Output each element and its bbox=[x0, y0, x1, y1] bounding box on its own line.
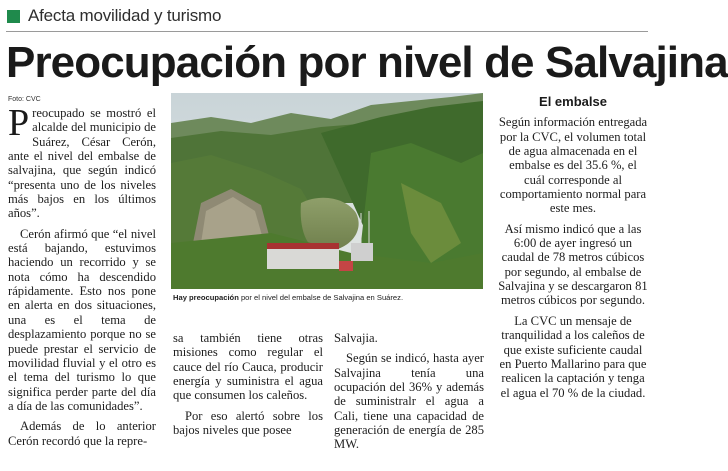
lead-text: reocupado se mostró el alcalde del municipio de Suárez, César Cerón, ante el nivel del embalse de salvajina, que según indicó “presenta uno de los niveles más bajos en los últimos años”. bbox=[8, 106, 156, 221]
caption-bold: Hay preocupación bbox=[173, 293, 239, 302]
col3-paragraph-1: Salvajia. bbox=[334, 331, 378, 345]
sidebar-box bbox=[498, 95, 648, 400]
col2-paragraph-2: Por eso alertó sobre los bajos niveles que posee bbox=[173, 408, 323, 438]
sidebar-title: El embalse bbox=[539, 94, 607, 109]
col2-paragraph-1: sa también tiene otras misiones como regular el cauce del río Cauca, producir energía y suministra el agua que consumen los caleños. bbox=[173, 331, 323, 403]
article-column-3 bbox=[334, 331, 484, 452]
photo-credit: Foto: CVC bbox=[8, 96, 41, 103]
col3-paragraph-2: Según se indicó, hasta ayer Salvajina tenía una ocupación del 36% y además de suministralr el agua a Cali, tiene una capacidad de generación de energía de 285 MW. bbox=[334, 351, 484, 452]
article-column-2 bbox=[173, 331, 323, 437]
lead-paragraph bbox=[8, 102, 156, 221]
article-photo bbox=[171, 93, 483, 289]
kicker-text: Afecta movilidad y turismo bbox=[28, 6, 222, 25]
section-kicker bbox=[7, 6, 221, 26]
top-rule bbox=[6, 31, 648, 32]
headline: Preocupación por nivel de Salvajina bbox=[6, 38, 728, 87]
caption-text: por el nivel del embalse de Salvajina en Suárez. bbox=[238, 293, 404, 302]
sidebar-paragraph-2: Así mismo indicó que a las 6:00 de ayer ingresó un caudal de 78 metros cúbicos por segundo, al embalse de Salvajina y se descargaron 81 metros cúbicos por segundo. bbox=[498, 221, 648, 308]
photo-caption bbox=[173, 293, 483, 302]
sidebar-paragraph-1: Según información entregada por la CVC, el volumen total de agua almacenada en el embalse es del 35.6 %, el cuál corresponde al comportamiento normal para este mes. bbox=[498, 115, 648, 216]
article-column-1 bbox=[8, 102, 156, 448]
continued-paragraph: Además de lo anterior Cerón recordó que la repre- bbox=[8, 419, 156, 448]
kicker-square-icon bbox=[7, 10, 20, 23]
reservoir-landscape-image bbox=[171, 93, 483, 289]
quote-paragraph: Cerón afirmó que “el nivel está bajando, estuvimos haciendo un recorrido y se nota cómo ha descendido rápidamente. Esto nos pone en alerta en dos situaciones, una es el tema de desplazamiento porque no se puede prestar el servicio de movilidad fluvial y el otro es el tema del turismo lo que significa perder parte del día a día de las comunidades”. bbox=[8, 226, 156, 413]
sidebar-paragraph-3: La CVC un mensaje de tranquilidad a los caleños de que existe suficiente caudal en Puerto Mallarino para que realicen la captación y tenga el agua el 70 % de la ciudad. bbox=[499, 313, 647, 400]
drop-cap: P bbox=[8, 102, 30, 144]
